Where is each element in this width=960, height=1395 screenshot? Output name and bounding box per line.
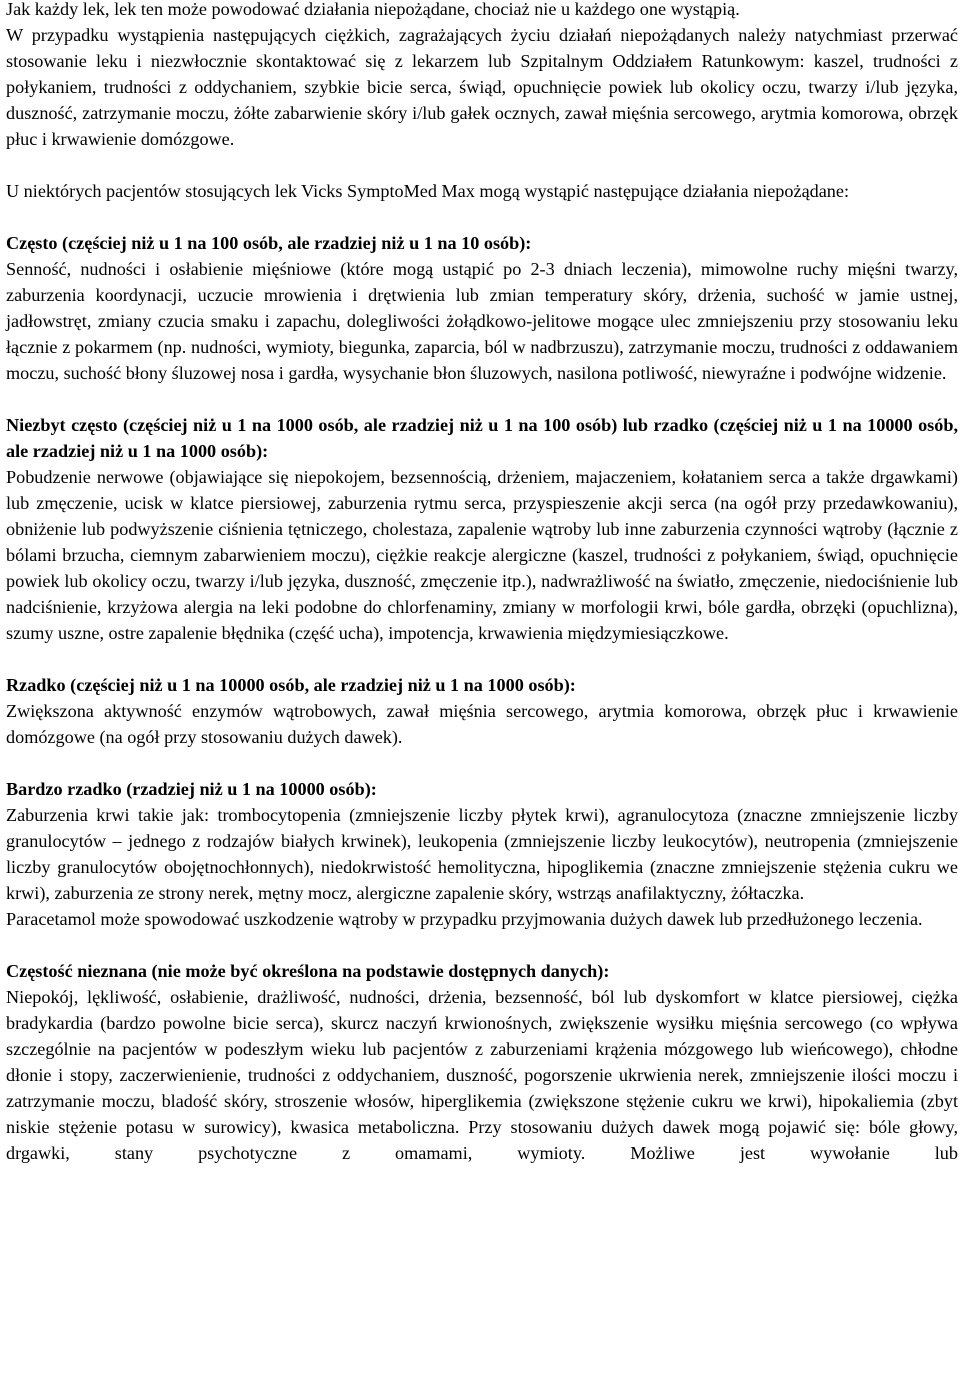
section-heading-very-rare: Bardzo rzadko (rzadziej niż u 1 na 10000 osób): [6, 779, 377, 799]
section-heading-unknown: Częstość nieznana (nie może być określona na podstawie dostępnych danych): [6, 961, 610, 981]
section-rare [6, 672, 958, 750]
intro-first-line: Jak każdy lek, lek ten może powodować działania niepożądane, chociaż nie u każdego one wystąpią. [6, 0, 740, 19]
section-body-often: Senność, nudności i osłabienie mięśniowe (które mogą ustąpić po 2-3 dniach leczenia), mimowolne ruchy mięśni twarzy, zaburzenia koordynacji, uczucie mrowienia i drętwienia lub zmian temperatury skóry, drżenia, suchość w jamie ustnej, jadłowstręt, zmiany czucia smaku i zapachu, dolegliwości żołądkowo-jelitowe mogące ulec zmniejszeniu przy stosowaniu leku łącznie z pokarmem (np. nudności, wymioty, biegunka, zaparcia, ból w nadbrzuszu), zatrzymanie moczu, trudności z oddawaniem moczu, suchość błony śluzowej nosa i gardła, wysychanie błon śluzowych, nasilona potliwość, niewyraźne i podwójne widzenie. [6, 259, 958, 383]
intro-paragraph: W przypadku wystąpienia następujących ciężkich, zagrażających życiu działań niepożądanych należy natychmiast przerwać stosowanie leku i niezwłocznie skontaktować się z lekarzem lub Szpitalnym Oddziałem Ratunkowym: kaszel, trudności z połykaniem, trudności z oddychaniem, szybkie bicie serca, świąd, opuchnięcie powiek lub okolicy oczu, twarzy i/lub języka, duszność, zatrzymanie moczu, żółte zabarwienie skóry i/lub gałek ocznych, zawał mięśnia sercowego, arytmia komorowa, obrzęk płuc i krwawienie domózgowe. [6, 25, 958, 149]
section-body-very-rare: Zaburzenia krwi takie jak: trombocytopenia (zmniejszenie liczby płytek krwi), agranulocytoza (znaczne zmniejszenie liczby granulocytów – jednego z rodzajów białych krwinek), leukopenia (zmniejszenie liczby leukocytów), neutropenia (zmniejszenie liczby granulocytów obojętnochłonnych), niedokrwistość hemolityczna, hipoglikemia (znaczne zmniejszenie stężenia cukru we krwi), zaburzenia ze strony nerek, mętny mocz, alergiczne zapalenie skóry, wstrząs anafilaktyczny, żółtaczka. [6, 805, 958, 903]
leaflet-page [6, 0, 958, 1166]
section-unknown [6, 958, 958, 1166]
section-heading-rare: Rzadko (częściej niż u 1 na 10000 osób, ale rzadziej niż u 1 na 1000 osób): [6, 675, 576, 695]
section-often [6, 230, 958, 386]
section-heading-often: Często (częściej niż u 1 na 100 osób, ale rzadziej niż u 1 na 10 osób): [6, 233, 532, 253]
lead-paragraph: U niektórych pacjentów stosujących lek Vicks SymptoMed Max mogą wystąpić następujące działania niepożądane: [6, 181, 850, 201]
section-body-rare: Zwiększona aktywność enzymów wątrobowych, zawał mięśnia sercowego, arytmia komorowa, obrzęk płuc i krwawienie domózgowe (na ogół przy stosowaniu dużych dawek). [6, 701, 958, 747]
section-body-uncommon: Pobudzenie nerwowe (objawiające się niepokojem, bezsennością, drżeniem, majaczeniem, kołataniem serca a także drgawkami) lub zmęczenie, ucisk w klatce piersiowej, zaburzenia rytmu serca, przyspieszenie akcji serca (na ogół przy przedawkowaniu), obniżenie lub podwyższenie ciśnienia tętniczego, cholestaza, zapalenie wątroby lub inne zaburzenia czynności wątroby (łącznie z bólami brzucha, ciemnym zabarwieniem moczu), ciężkie reakcje alergiczne (kaszel, trudności z połykaniem, świąd, opuchnięcie powiek lub okolicy oczu, twarzy i/lub języka, duszność, zmęczenie itp.), nadwrażliwość na światło, zmęczenie, niedociśnienie lub nadciśnienie, krzyżowa alergia na leki podobne do chlorfenaminy, zmiany w morfologii krwi, bóle gardła, obrzęki (opuchlizna), szumy uszne, ostre zapalenie błędnika (część ucha), impotencja, krwawienia międzymiesiączkowe. [6, 467, 958, 643]
section-very-rare [6, 776, 958, 932]
section-uncommon [6, 412, 958, 646]
paracetamol-note: Paracetamol może spowodować uszkodzenie wątroby w przypadku przyjmowania dużych dawek lub przedłużonego leczenia. [6, 909, 923, 929]
section-body-unknown: Niepokój, lękliwość, osłabienie, drażliwość, nudności, drżenia, bezsenność, ból lub dyskomfort w klatce piersiowej, ciężka bradykardia (bardzo powolne bicie serca), skurcz naczyń krwionośnych, zwiększenie wysiłku mięśnia sercowego (co wpływa szczególnie na pacjentów w podeszłym wieku lub pacjentów z zaburzeniami krążenia mózgowego lub wieńcowego), chłodne dłonie i stopy, zaczerwienienie, trudności z oddychaniem, duszność, pogorszenie ukrwienia nerek, zmniejszenie ilości moczu i zatrzymanie moczu, bladość skóry, stroszenie włosów, hiperglikemia (zwiększone stężenie cukru we krwi), hipokaliemia (zbyt niskie stężenie potasu w surowicy), kwasica metaboliczna. Przy stosowaniu dużych dawek mogą pojawić się: bóle głowy, drgawki, stany psychotyczne z omamami, wymioty. Możliwe jest wywołanie lub [6, 987, 958, 1163]
section-heading-uncommon: Niezbyt często (częściej niż u 1 na 1000 osób, ale rzadziej niż u 1 na 100 osób) lub rzadko (częściej niż u 1 na 10000 osób, ale rzadziej niż u 1 na 1000 osób): [6, 415, 958, 461]
